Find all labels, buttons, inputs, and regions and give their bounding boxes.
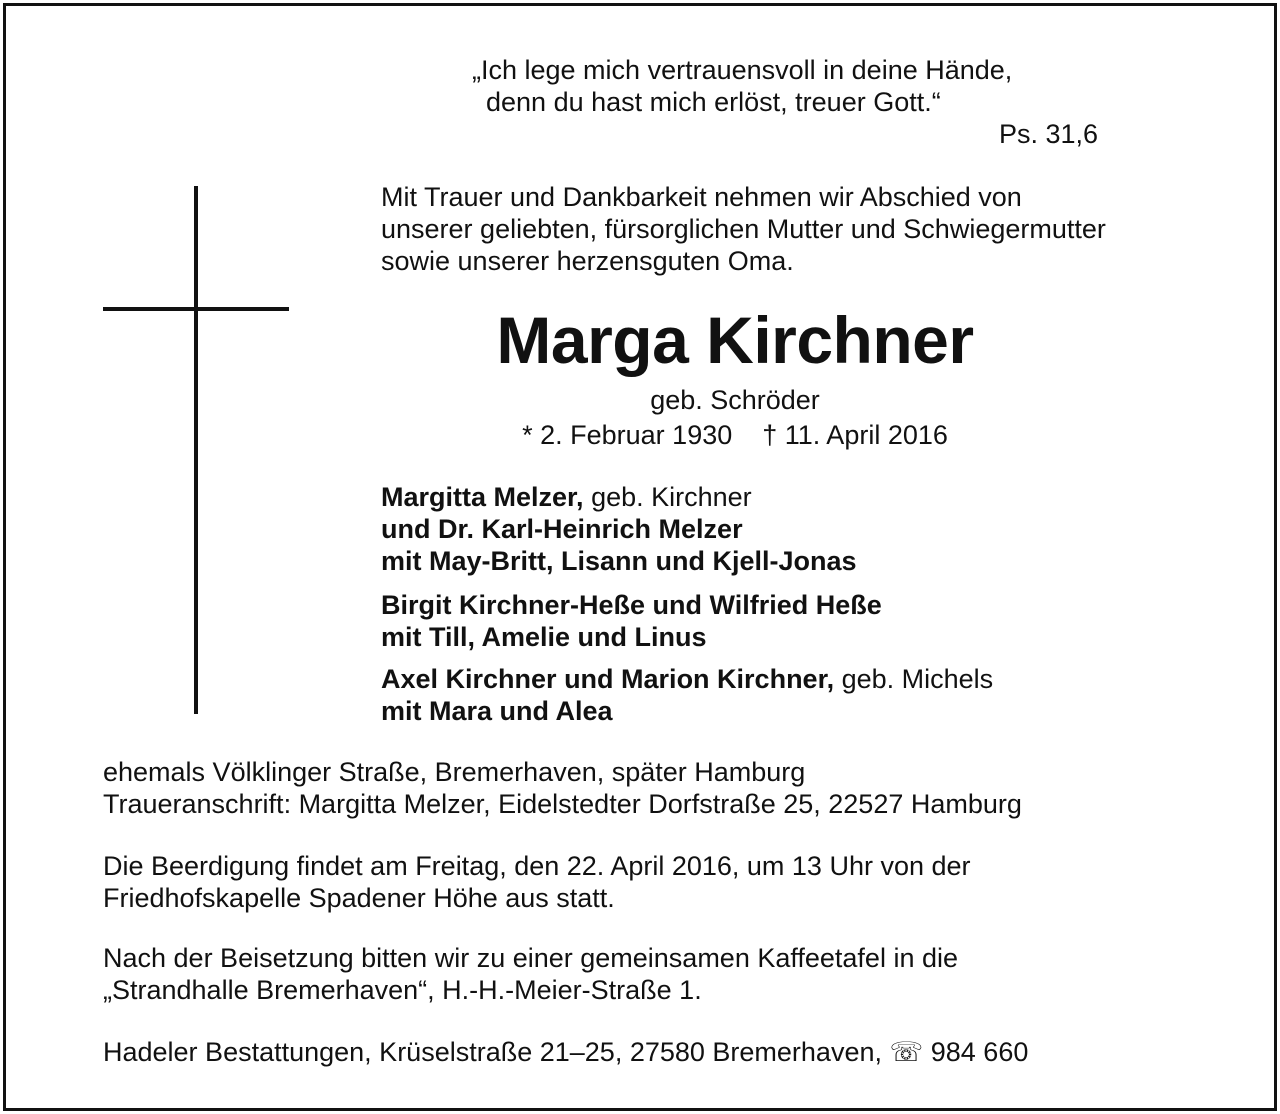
birth-name: geb. Schröder bbox=[650, 385, 820, 415]
life-dates bbox=[0, 419, 1280, 451]
family-group-2-line-1: Birgit Kirchner-Heße und Wilfried Heße bbox=[381, 590, 882, 620]
family-group-2 bbox=[381, 589, 882, 653]
intro-line-1: Mit Trauer und Dankbarkeit nehmen wir Abschied von bbox=[381, 182, 1022, 212]
deceased-name: Marga Kirchner bbox=[496, 303, 974, 377]
family-group-1-line-2: und Dr. Karl-Heinrich Melzer bbox=[381, 514, 743, 544]
address-block bbox=[103, 756, 1022, 820]
intro-text bbox=[381, 181, 1106, 277]
funeral-info bbox=[103, 850, 971, 914]
funeral-line-1: Die Beerdigung findet am Freitag, den 22. April 2016, um 13 Uhr von der bbox=[103, 851, 971, 881]
quote-line-1: „Ich lege mich vertrauensvoll in deine Hände, bbox=[472, 55, 1013, 85]
family-group-3-suffix: geb. Michels bbox=[834, 664, 994, 694]
intro-line-2: unserer geliebten, fürsorglichen Mutter und Schwiegermutter bbox=[381, 214, 1106, 244]
quote-line-2: denn du hast mich erlöst, treuer Gott.“ bbox=[486, 87, 941, 117]
birth-date: * 2. Februar 1930 bbox=[522, 420, 733, 450]
family-group-1-line-3: mit May-Britt, Lisann und Kjell-Jonas bbox=[381, 546, 857, 576]
family-group-1-name: Margitta Melzer, bbox=[381, 482, 584, 512]
family-group-3-line-2: mit Mara und Alea bbox=[381, 696, 613, 726]
reception-line-2: „Strandhalle Bremerhaven“, H.-H.-Meier-Straße 1. bbox=[103, 975, 702, 1005]
undertaker-info bbox=[103, 1036, 1028, 1068]
funeral-line-2: Friedhofskapelle Spadener Höhe aus statt. bbox=[103, 883, 615, 913]
mourning-address: Traueranschrift: Margitta Melzer, Eidelstedter Dorfstraße 25, 22527 Hamburg bbox=[103, 789, 1022, 819]
phone-icon: ☏ bbox=[889, 1037, 924, 1067]
family-group-1 bbox=[381, 481, 857, 577]
family-group-3-name: Axel Kirchner und Marion Kirchner, bbox=[381, 664, 835, 694]
intro-line-3: sowie unserer herzensguten Oma. bbox=[381, 246, 794, 276]
family-group-3 bbox=[381, 663, 993, 727]
family-group-3-line-1 bbox=[381, 663, 993, 695]
former-address: ehemals Völklinger Straße, Bremerhaven, später Hamburg bbox=[103, 757, 806, 787]
phone-number: 984 660 bbox=[923, 1037, 1029, 1067]
family-group-2-line-2: mit Till, Amelie und Linus bbox=[381, 622, 707, 652]
bible-quote bbox=[472, 54, 1072, 118]
undertaker-text: Hadeler Bestattungen, Krüselstraße 21–25, 27580 Bremerhaven, bbox=[103, 1037, 890, 1067]
reception-line-1: Nach der Beisetzung bitten wir zu einer gemeinsamen Kaffeetafel in die bbox=[103, 943, 958, 973]
death-date: † 11. April 2016 bbox=[762, 420, 948, 450]
family-group-1-suffix: geb. Kirchner bbox=[583, 482, 752, 512]
family-group-1-line-1 bbox=[381, 481, 857, 513]
reception-info bbox=[103, 942, 958, 1006]
quote-reference: Ps. 31,6 bbox=[998, 119, 1098, 149]
